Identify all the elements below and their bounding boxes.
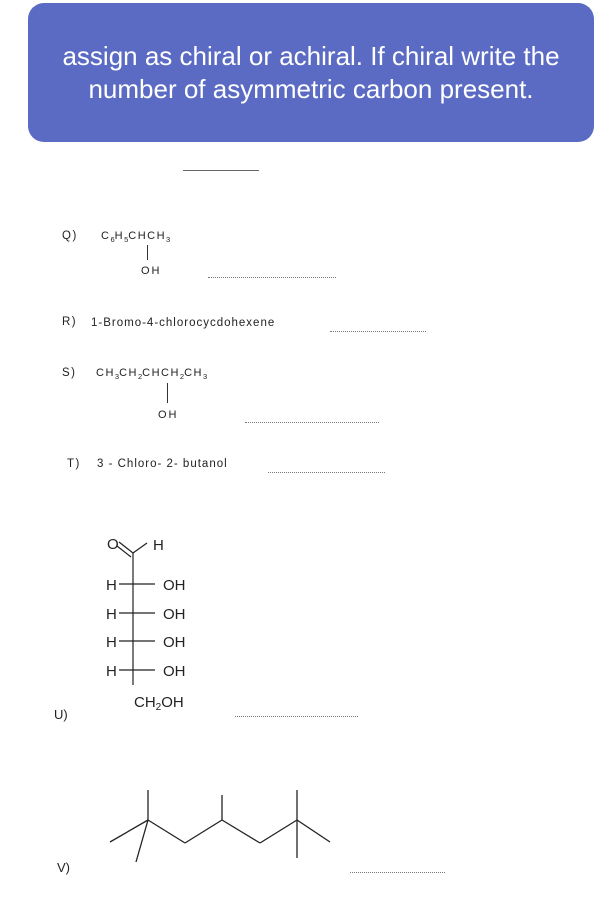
question-r-label: R) <box>62 316 78 328</box>
fischer-ch-bond <box>133 543 147 553</box>
fischer-row2-oh: OH <box>163 606 186 623</box>
fischer-row2-h: H <box>106 606 117 623</box>
question-u-label: U) <box>54 707 68 722</box>
question-q-answer-blank[interactable] <box>208 277 336 278</box>
question-r-answer-blank[interactable] <box>330 331 426 332</box>
fischer-double-bond-b <box>117 546 131 557</box>
fischer-row1-h: H <box>106 577 117 594</box>
question-v-skeletal-structure <box>100 780 340 870</box>
fischer-row3-oh: OH <box>163 634 186 651</box>
fischer-aldehyde-o: O <box>107 536 119 553</box>
instruction-text: assign as chiral or achiral. If chiral write the number of asymmetric carbon present. <box>62 40 560 104</box>
question-t-label: T) <box>67 458 81 470</box>
question-v-answer-blank[interactable] <box>350 872 445 873</box>
question-q-bond <box>147 245 148 260</box>
fischer-row1-oh: OH <box>163 577 186 594</box>
instruction-banner <box>28 3 594 142</box>
question-s-answer-blank[interactable] <box>245 422 379 423</box>
question-s-formula: $CH_3CH_2CHCH_2CH_3$ <box>96 367 208 382</box>
fischer-row3-h: H <box>106 634 117 651</box>
question-q-oh: OH <box>141 265 162 277</box>
answer-line-top <box>183 170 259 171</box>
fischer-ch2oh: $CH_2OH$ <box>134 694 184 713</box>
question-u-answer-blank[interactable] <box>235 716 358 717</box>
question-s-bond <box>167 383 168 403</box>
fischer-double-bond-a <box>119 542 133 553</box>
question-q-formula: $C_6H_5CHCH_3$ <box>101 230 171 245</box>
question-t-answer-blank[interactable] <box>268 472 385 473</box>
question-t-name: 3 - Chloro- 2- butanol <box>97 458 228 470</box>
question-s-oh: OH <box>158 409 179 421</box>
question-r-name: 1-Bromo-4-chlorocycdohexene <box>91 317 276 329</box>
question-u-fischer-projection <box>95 525 215 720</box>
question-s-label: S) <box>62 367 77 379</box>
fischer-row4-h: H <box>106 663 117 680</box>
fischer-row4-oh: OH <box>163 663 186 680</box>
fischer-aldehyde-h: H <box>153 537 164 554</box>
question-v-label: V) <box>57 860 70 875</box>
question-q-label: Q) <box>62 230 78 242</box>
